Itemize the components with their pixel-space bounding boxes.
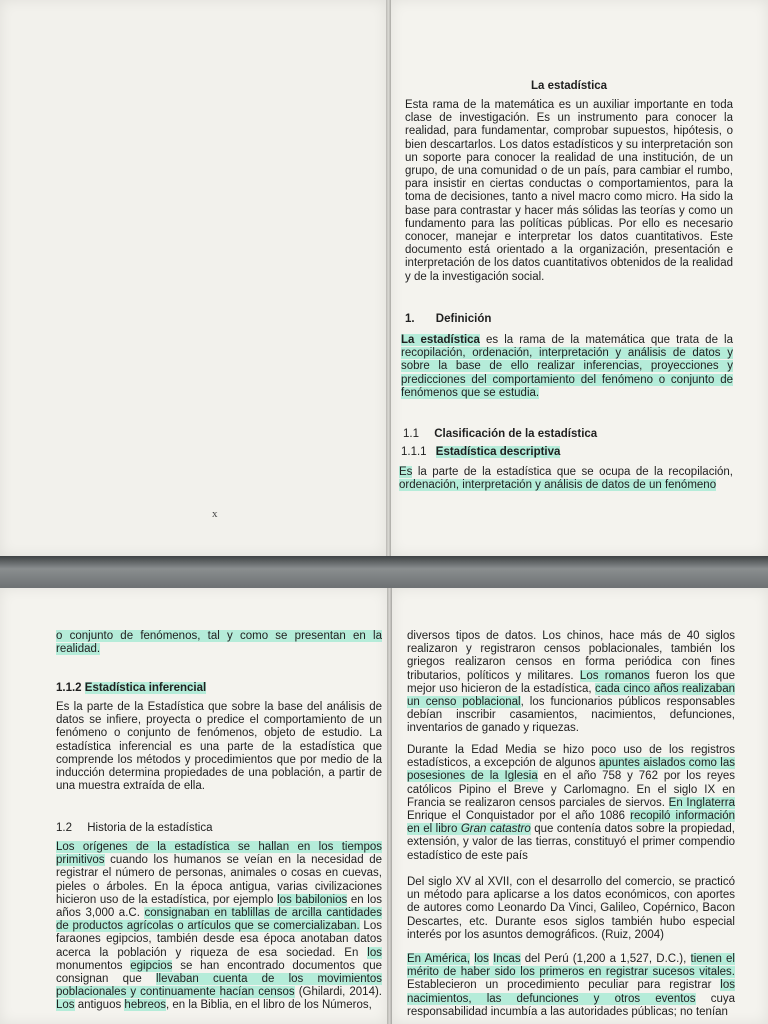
- descriptive-paragraph: [399, 466, 733, 492]
- section-1-heading: [405, 313, 491, 325]
- history-highlight-7: Los: [56, 999, 75, 1012]
- continuation-paragraph: [56, 630, 382, 656]
- definition-term: La estadística: [401, 334, 480, 346]
- section-1-1-1-heading: [401, 446, 560, 458]
- br-p3-text: Del siglo XV al XVII, con el desarrollo del comercio, se practicó un método para aplicarse a los datos económicos, con aportes de autores como Leonardo Da Vinci, Galileo, Copérnico, Bacon Descartes, etc. Durante esos siglos también hubo especial interés por los asuntos demográficos. (Ruiz, 2004): [407, 876, 735, 941]
- section-1-1-2-heading: [56, 682, 206, 694]
- section-1-title: Definición: [435, 313, 492, 325]
- section-1-2-heading: [56, 822, 213, 834]
- history-text-5: se han encontrado documentos que consignan que: [56, 959, 382, 986]
- history-highlight-3: consignaban en tablillas de arcilla cantidades de productos agrícolas o artículos que se comercializaban.: [56, 907, 382, 933]
- br-p2-text-1: Durante la Edad Media se hizo poco uso de los registros estadísticos, a excepción de algunos: [407, 744, 735, 770]
- section-1-1-number: 1.1: [403, 428, 419, 440]
- br-p4-highlight-3: Incas: [493, 953, 521, 965]
- page-mark: x: [212, 508, 218, 520]
- descriptive-text-1: la parte de la estadística que se ocupa de la recopilación,: [412, 466, 733, 478]
- br-p1-highlight-1: Los romanos: [579, 669, 650, 682]
- history-highlight-2: los babilonios: [277, 893, 348, 906]
- br-paragraph-2: [407, 744, 735, 863]
- history-text-8: , en la Biblia, en el libro de los Números,: [165, 999, 372, 1012]
- br-p1-text-3: , los funcionarios públicos responsables debían inscribir casamientos, nacimientos, defunciones, inventarios de ganado y riquezas.: [407, 696, 735, 735]
- br-paragraph-1: [407, 630, 735, 736]
- br-p4-text-5: cuya responsabilidad incumbía a las autoridades públicas; no tenían: [407, 992, 735, 1018]
- inferential-text: Es la parte de la Estadística que sobre la base del análisis de datos se infiere, proyecta o predice el comportamiento de un fenómeno o conjunto de fenómenos, objeto de estudio. La estadística inferencial es una parte de la estadística que comprende los métodos y procedimientos que por medio de la inducción determina propiedades de una población, a partir de una muestra extraída de ella.: [56, 701, 382, 793]
- page-bottom-right: [392, 588, 768, 1024]
- definition-text-1: es la rama de la matemática que trata de la: [479, 334, 733, 346]
- br-p1-text-1: diversos tipos de datos. Los chinos, hace más de 40 siglos realizaron y registraron censos poblacionales, también los griegos realizaron censos en forma periódica con fines tributarios, políticos y militares.: [407, 630, 735, 682]
- br-paragraph-3: [407, 876, 735, 942]
- history-text-1: cuando los humanos se veían en la necesidad de registrar el número de personas, animales o cosas en cuevas, pieles o árboles. En la época antigua, varias civilizaciones hicieron uso de la estadística, por ejemplo: [56, 854, 382, 906]
- section-1-1-heading: [403, 428, 597, 440]
- section-1-number: 1.: [405, 313, 415, 325]
- br-p2-text-3: Enrique el Conquistador por el año 1086: [407, 810, 631, 823]
- br-p4-highlight-4: tienen el mérito de haber sido los primeros en registrar sucesos vitales.: [407, 953, 735, 979]
- intro-paragraph: [405, 99, 733, 284]
- section-1-2-title: Historia de la estadística: [87, 822, 213, 834]
- page-bottom-left: [0, 588, 387, 1024]
- descriptive-highlight-1: Es: [399, 466, 413, 478]
- section-1-1-2-title: Estadística inferencial: [84, 682, 207, 694]
- page-gap: [0, 556, 768, 588]
- section-1-2-number: 1.2: [56, 822, 72, 834]
- intro-text: Esta rama de la matemática es un auxiliar importante en toda clase de investigación. Es un instrumento para conocer la realidad, para fundamentar, comprobar supuestos, hipótesis, o bien descartarlos. Los datos estadísticos y su interpretación son un soporte para conocer la realidad de una institución, de un grupo, de una comunidad o de un país, para cambiar el rumbo, para insistir en ciertas conductas o comportamientos, para la toma de decisiones, tanto a nivel macro como micro. Ha sido la base para contrastar y hacer más sólidas las teorías y como un fundamento para las políticas públicas. Por ello es necesario conocer, manejar e interpretar los datos cuantitativos. Este documento está orientado a la organización, presentación e interpretación de los datos cuantitativos obtenidos de la realidad y de la investigación social.: [405, 99, 733, 283]
- section-1-1-title: Clasificación de la estadística: [434, 428, 598, 440]
- descriptive-highlight-2: ordenación, interpretación y análisis de datos de un fenómeno: [399, 479, 717, 492]
- history-text-4: monumentos: [56, 959, 131, 972]
- history-highlight-5: egipcios: [130, 959, 173, 972]
- definition-highlight: recopilación, ordenación, interpretación y análisis de datos y sobre la base de ello realizar inferencias, proyecciones y predicciones del comportamiento del fenómeno o conjunto de fenómenos que se estudia.: [401, 347, 733, 399]
- section-1-1-1-number: 1.1.1: [401, 446, 427, 458]
- inferential-paragraph: [56, 701, 382, 793]
- history-paragraph: [56, 841, 382, 1013]
- history-highlight-8: hebreos: [124, 999, 166, 1012]
- br-p4-highlight-5: los nacimientos, las defunciones y otros eventos: [407, 979, 735, 1005]
- history-text-6: (Ghilardi, 2014).: [294, 986, 382, 999]
- definition-paragraph: [401, 334, 733, 400]
- history-text-7: antiguos: [74, 999, 125, 1012]
- history-text-3: Los faraones egipcios, también desde esa época anotaban datos acerca la población y riqueza de esa sociedad. En: [56, 920, 382, 959]
- br-p4-highlight-1: En América,: [407, 953, 470, 965]
- section-1-1-2-number: 1.1.2: [56, 682, 82, 694]
- br-p2-highlight-2: En Inglaterra: [668, 796, 735, 809]
- br-p4-highlight-2: los: [474, 953, 489, 965]
- br-p1-highlight-2: cada cinco años realizaban un censo poblacional: [407, 682, 735, 709]
- br-p4-text-3: del Perú (1,200 a 1,527, D.C.),: [520, 953, 691, 965]
- br-p2-highlight-italic: Gran catastro: [460, 823, 531, 836]
- history-highlight-6: llevaban cuenta de los movimientos poblacionales y continuamente hacían censos: [56, 973, 383, 999]
- history-highlight-1: Los orígenes de la estadística se hallan en los tiempos primitivos: [56, 841, 382, 867]
- br-p2-highlight-3: recopiló información en el libro: [407, 810, 735, 836]
- section-1-1-1-title: Estadística descriptiva: [435, 446, 561, 458]
- continuation-highlight: o conjunto de fenómenos, tal y como se presentan en la realidad.: [56, 630, 382, 656]
- br-p2-text-4: que contenía datos sobre la propiedad, extensión, y valor de las tierras, constituyó el primer compendio estadístico de este país: [407, 823, 736, 862]
- history-highlight-4: los: [367, 946, 382, 959]
- br-p2-highlight-1: apuntes aislados como las posesiones de la Iglesia: [407, 757, 735, 783]
- history-text-2: en los años 3,000 a.C.: [56, 893, 383, 920]
- br-paragraph-4: [407, 953, 735, 1019]
- br-p1-text-2: fueron los que mejor uso hicieron de la estadística,: [407, 669, 735, 695]
- br-p2-text-2: en el año 758 y 762 por los reyes católicos Pipino el Breve y Carlomagno. En el siglo IX en Francia se realizaron censos parciales de siervos.: [407, 770, 735, 809]
- br-p4-text-4: Establecieron un procedimiento peculiar para registrar: [407, 979, 721, 992]
- page-title: La estadística: [531, 80, 608, 92]
- page-top-right: [391, 0, 768, 556]
- page-top-left: [0, 0, 386, 556]
